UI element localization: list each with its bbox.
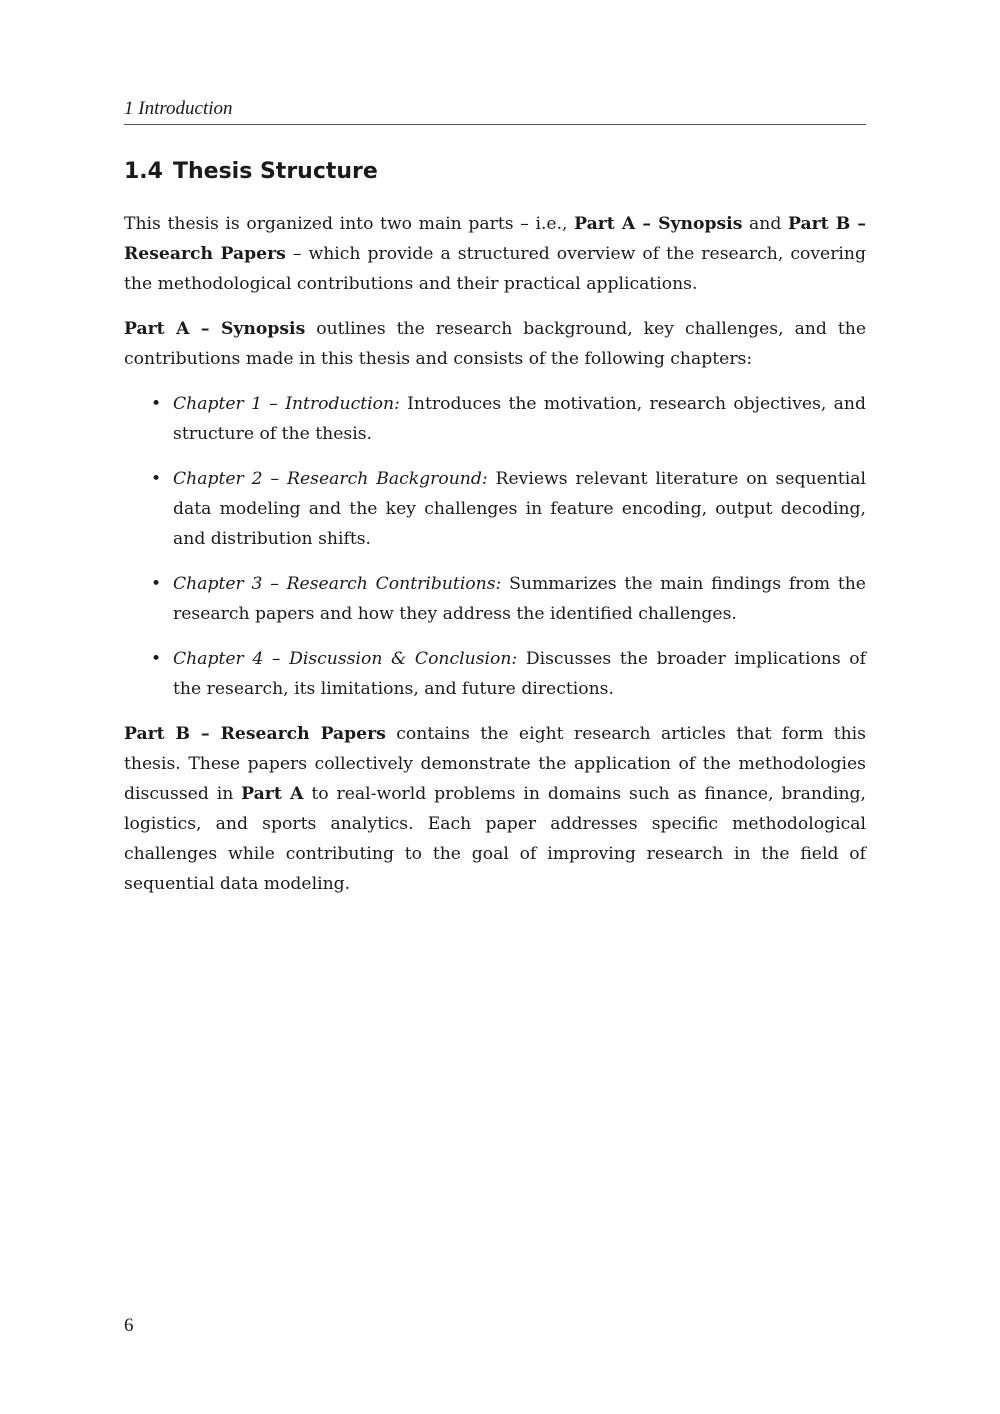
intro-text-1: This thesis is organized into two main parts – i.e.,	[124, 214, 575, 234]
part-b-text-2: to real-world problems in domains such as finance, branding, logistics, and sports analytics. Each paper addresses specific methodological challenges while contributing to the goal of improving research in the field of sequential data modeling.	[124, 784, 866, 894]
list-item	[151, 389, 866, 449]
section-number: 1.4	[124, 159, 163, 184]
bullet-icon: •	[151, 469, 162, 489]
list-item	[151, 569, 866, 629]
list-item	[151, 644, 866, 704]
bullet-icon: •	[151, 574, 162, 594]
intro-text-3: – which provide a structured overview of the research, covering the methodological contributions and their practical applications.	[124, 244, 866, 294]
part-b-label: Part B – Research Papers	[124, 724, 386, 744]
running-header: 1 Introduction	[124, 97, 866, 125]
intro-paragraph	[124, 209, 866, 299]
chapter-description: Introduces the motivation, research objectives, and structure of the thesis.	[173, 394, 866, 444]
chapter-description: Discusses the broader implications of the research, its limitations, and future directions.	[173, 649, 866, 699]
part-b-text-1: contains the eight research articles that form this thesis. These papers collectively demonstrate the application of the methodologies discussed in	[124, 724, 866, 804]
intro-part-b: Part B – Research Papers	[124, 214, 867, 264]
chapter-description: Summarizes the main findings from the research papers and how they address the identified challenges.	[173, 574, 866, 624]
section-heading	[124, 157, 866, 187]
intro-text-2: and	[742, 214, 788, 234]
chapter-title: Chapter 3 – Research Contributions:	[173, 574, 502, 594]
section-title: Thesis Structure	[172, 159, 378, 184]
bullet-icon: •	[151, 649, 162, 669]
chapter-description: Reviews relevant literature on sequential data modeling and the key challenges in feature encoding, output decoding, and distribution shifts.	[173, 469, 866, 549]
part-b-paragraph	[124, 719, 866, 899]
chapter-title: Chapter 1 – Introduction:	[173, 394, 400, 414]
chapter-list	[124, 389, 866, 704]
part-a-text: outlines the research background, key challenges, and the contributions made in this thesis and consists of the following chapters:	[124, 319, 867, 369]
list-item	[151, 464, 866, 554]
part-a-reference: Part A	[241, 784, 304, 804]
intro-part-a: Part A – Synopsis	[574, 214, 743, 234]
page-number: 6	[124, 1315, 134, 1336]
chapter-title: Chapter 2 – Research Background:	[173, 469, 488, 489]
part-a-label: Part A – Synopsis	[124, 319, 306, 339]
bullet-icon: •	[151, 394, 162, 414]
body-text	[124, 209, 866, 914]
part-a-paragraph	[124, 314, 866, 374]
chapter-title: Chapter 4 – Discussion & Conclusion:	[173, 649, 518, 669]
